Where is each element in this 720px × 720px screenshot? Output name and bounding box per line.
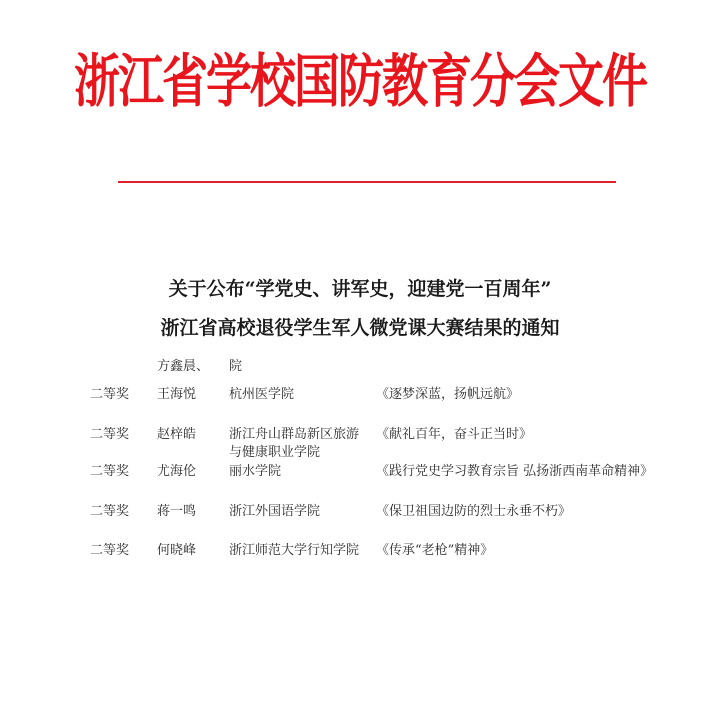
work-cell: 《传承“老枪”精神》 [376, 543, 494, 558]
school-cell: 丽水学院 [229, 464, 282, 479]
name-cell: 王海悦 [157, 387, 197, 402]
award-cell: 二等奖 [90, 427, 130, 442]
award-cell: 二等奖 [90, 387, 130, 402]
partial-name-cell [157, 346, 221, 376]
document-header-title: 浙江省学校国防教育分会文件 [74, 47, 646, 115]
award-cell: 二等奖 [90, 464, 130, 479]
name-cell: 赵梓皓 [157, 427, 197, 442]
notice-title-line-1: 关于公布“学党史、讲军史，迎建党一百周年” [168, 278, 552, 300]
name-cell: 蒋一鸣 [157, 504, 197, 519]
name-cell: 何晓峰 [157, 543, 197, 558]
work-cell: 《践行党史学习教育宗旨 弘扬浙西南革命精神》 [376, 464, 654, 479]
award-cell: 二等奖 [90, 504, 130, 519]
award-cell: 二等奖 [90, 543, 130, 558]
partial-school-line-2: 院 [229, 359, 243, 374]
partial-school-cell [229, 346, 371, 376]
table-row-partial [0, 346, 720, 386]
work-cell: 《逐梦深蓝，扬帆远航》 [376, 387, 520, 402]
name-cell: 尤海伦 [157, 464, 197, 479]
school-cell: 杭州医学院 [229, 387, 295, 402]
partial-name-line-2: 方鑫晨、 [157, 359, 210, 374]
school-cell: 浙江师范大学行知学院 [229, 543, 360, 558]
school-cell: 浙江舟山群岛新区旅游与健康职业学院 [229, 427, 360, 460]
work-cell: 《献礼百年，奋斗正当时》 [376, 427, 533, 442]
school-cell: 浙江外国语学院 [229, 504, 321, 519]
notice-title-line-2: 浙江省高校退役学生军人微党课大赛结果的通知 [160, 317, 560, 339]
work-cell: 《保卫祖国边防的烈士永垂不朽》 [376, 504, 572, 519]
